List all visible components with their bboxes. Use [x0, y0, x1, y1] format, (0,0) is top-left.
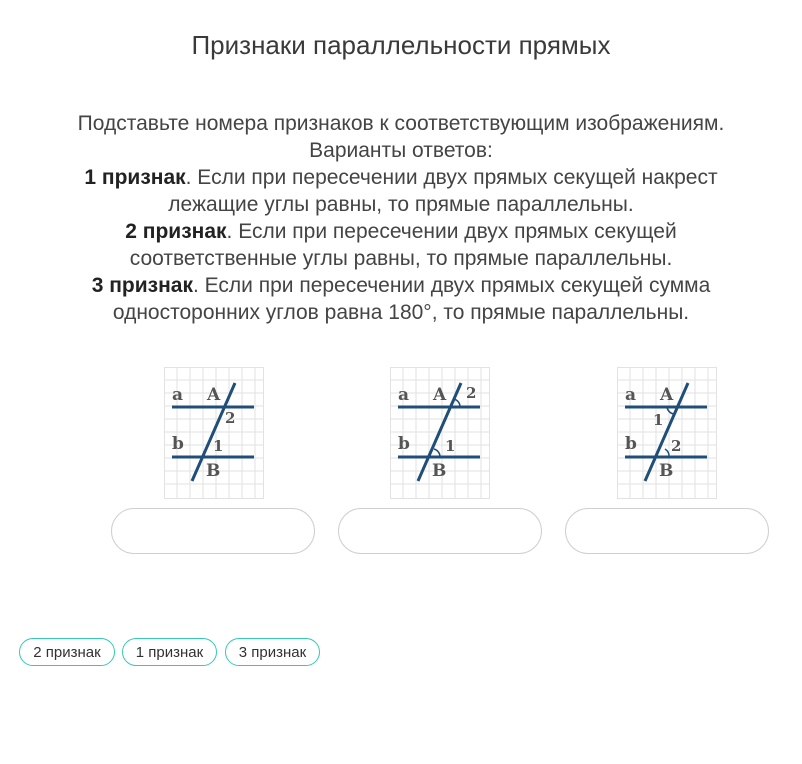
label-B: B: [206, 461, 221, 481]
sign-2-name: 2 признак: [125, 220, 227, 243]
sign-2-text: . Если при пересечении двух прямых секущей соответственные углы равны, то прямые параллельны.: [129, 220, 677, 270]
angle-2-label: 2: [671, 437, 682, 455]
label-a: a: [625, 385, 637, 405]
task-text: [40, 110, 762, 326]
options-label: Варианты ответов:: [309, 139, 493, 162]
sign-3-name: 3 признак: [91, 274, 193, 297]
sign-3-text: . Если при пересечении двух прямых секущей сумма односторонних углов равна 180°, то прямые параллельны.: [112, 274, 711, 324]
label-b: b: [625, 434, 637, 454]
label-B: B: [659, 461, 674, 481]
answer-dropzone-2[interactable]: [338, 508, 542, 554]
answer-chip-1[interactable]: 1 признак: [122, 638, 217, 666]
label-A: A: [207, 385, 221, 405]
answer-dropzone-3[interactable]: [565, 508, 769, 554]
figure-1: [164, 367, 264, 499]
sign-1-text: . Если при пересечении двух прямых секущей накрест лежащие углы равны, то прямые параллельны.: [168, 166, 718, 216]
label-a: a: [172, 385, 184, 405]
answer-chip-2[interactable]: 2 признак: [19, 638, 115, 666]
label-a: a: [398, 385, 410, 405]
sign-3: [40, 272, 762, 326]
angle-2-label: 2: [225, 409, 236, 427]
sign-1: [40, 164, 762, 218]
angle-2-label: 2: [466, 384, 477, 402]
label-A: A: [660, 385, 674, 405]
figure-2: [390, 367, 490, 499]
task-instruction: Подставьте номера признаков к соответствующим изображениям.: [77, 112, 725, 135]
sign-2: [40, 218, 762, 272]
page-title: Признаки параллельности прямых: [191, 30, 611, 60]
angle-1-label: 1: [653, 411, 664, 429]
angle-1-label: 1: [445, 437, 456, 455]
label-A: A: [433, 385, 447, 405]
figure-3: [617, 367, 717, 499]
sign-1-name: 1 признак: [84, 166, 186, 189]
answer-dropzone-1[interactable]: [111, 508, 315, 554]
angle-1-label: 1: [213, 437, 224, 455]
label-B: B: [432, 461, 447, 481]
label-b: b: [172, 434, 184, 454]
label-b: b: [398, 434, 410, 454]
answer-chip-3[interactable]: 3 признак: [225, 638, 320, 666]
